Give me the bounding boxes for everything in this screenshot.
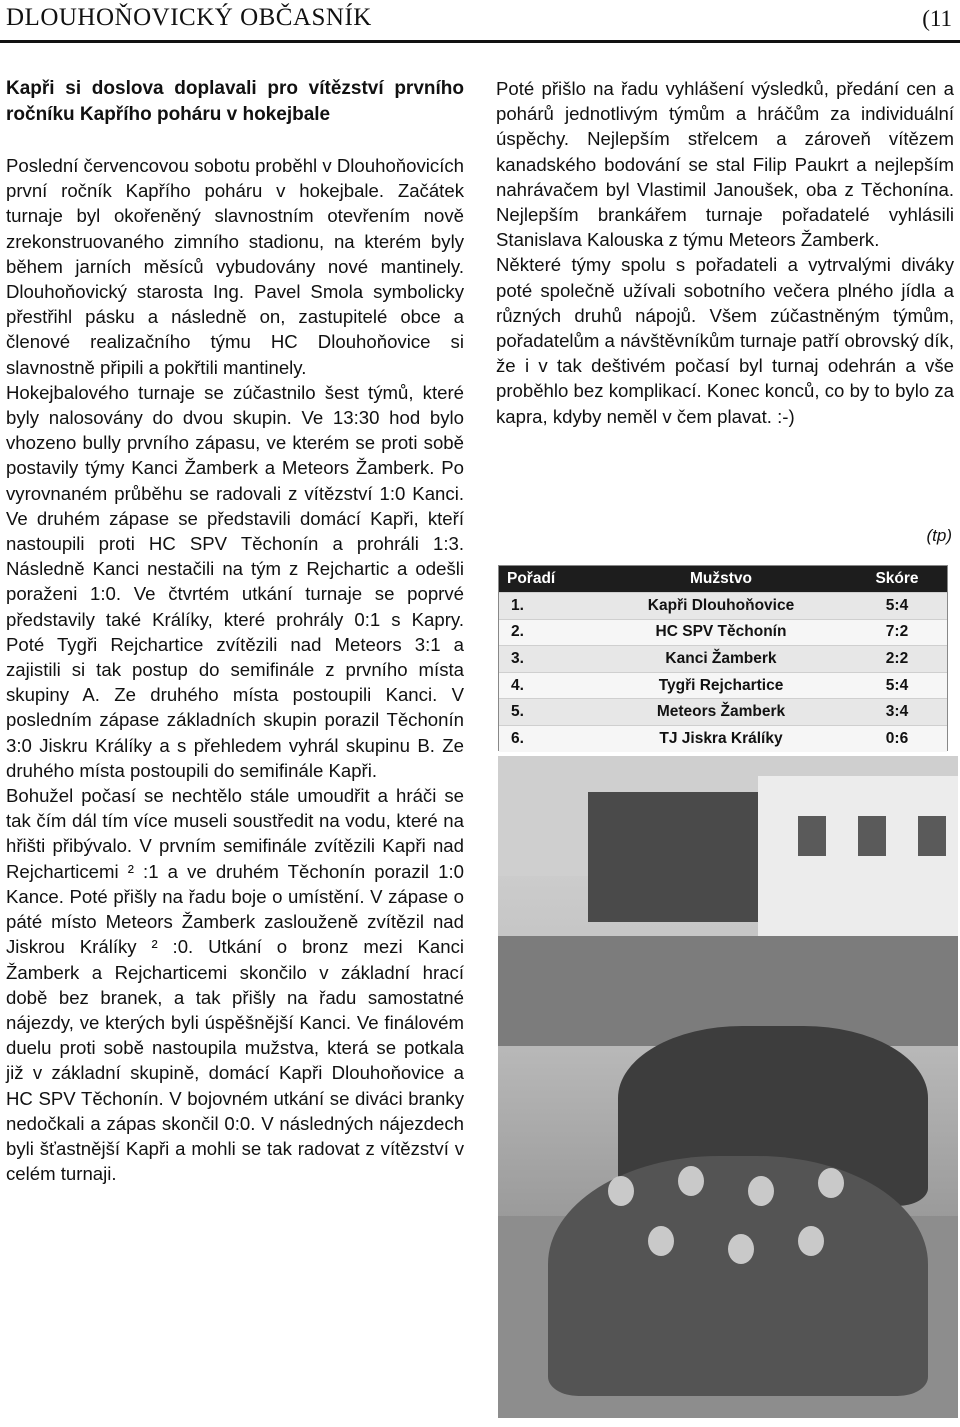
results-table-header xyxy=(499,566,947,592)
page-number: (11 xyxy=(922,6,952,31)
row-score: 3:4 xyxy=(885,703,909,721)
row-score: 7:2 xyxy=(885,623,909,641)
row-rank: 1. xyxy=(511,596,524,614)
photo-window xyxy=(798,816,826,856)
row-team: TJ Jiskra Králíky xyxy=(659,729,783,747)
article-paragraph: Poté přišlo na řadu vyhlášení výsledků, předání cen a pohárů jednotlivým týmům a hráčům za individuální úspěchy. Nejlepším střelcem a zároveň vítězem kanadského bodování se stal Filip Paukrt a nejlepším nahrávačem byl Vlastimil Janoušek, oba z Těchonína. Nejlepším brankářem turnaje pořadatelé vyhlásili Stanislava Kalouska z týmu Meteors Žamberk. xyxy=(496,78,954,251)
article-paragraph: Poslední červencovou sobotu proběhl v Dlouhoňovicích první ročník Kapřího poháru v hokejbale. Začátek turnaje byl okořeněný slavnostním otevřením nově zrekonstruovaného zimního stadionu, na kterém byly během jarních měsíců vybudovány nové mantinely. Dlouhoňovický starosta Ing. Pavel Smola symbolicky přestřihl pásku a následně on, zastupitelé obce a členové realizačního týmu HC Dlouhoňovice si slavnostně připili a pokřtili mantinely. xyxy=(6,155,464,378)
row-team: HC SPV Těchonín xyxy=(655,623,787,641)
row-rank: 3. xyxy=(511,649,524,667)
row-team: Kapři Dlouhoňovice xyxy=(647,596,795,614)
team-photo xyxy=(498,756,958,1418)
table-row xyxy=(499,672,947,699)
table-row xyxy=(499,645,947,672)
header-divider xyxy=(0,40,960,43)
row-team: Kanci Žamberk xyxy=(665,649,777,667)
header-rank: Pořadí xyxy=(507,570,556,587)
header-team: Mužstvo xyxy=(690,570,752,587)
photo-window xyxy=(918,816,946,856)
photo-dark-wall xyxy=(588,792,758,922)
newspaper-title: DLOUHOŇOVICKÝ OBČASNÍK xyxy=(6,4,372,31)
row-score: 5:4 xyxy=(885,596,909,614)
photo-face xyxy=(798,1226,824,1256)
article-headline: Kapři si doslova doplavali pro vítězství prvního ročníku Kapřího poháru v hokejbale xyxy=(6,78,464,125)
photo-face xyxy=(648,1226,674,1256)
photo-face xyxy=(818,1168,844,1198)
photo-face xyxy=(728,1234,754,1264)
results-table-body xyxy=(499,592,947,752)
row-rank: 2. xyxy=(511,623,524,641)
row-rank: 4. xyxy=(511,676,524,694)
photo-window xyxy=(858,816,886,856)
header-score: Skóre xyxy=(875,570,919,587)
article-paragraph: Některé týmy spolu s pořadateli a vytrvalými diváky poté společně užívali sobotního večera plného jídla a různých druhů nápojů. Všem zúčastněným týmům, pořadatelům a návštěvníkům turnaje patří obrovský dík, že i v tak deštivém počasí byl turnaj odehrán a vše proběhlo bez komplikací. Konec konců, co by to bylo za kapra, kdyby neměl v čem plavat. :-) xyxy=(496,254,954,427)
row-rank: 5. xyxy=(511,703,524,721)
table-row xyxy=(499,725,947,752)
row-score: 2:2 xyxy=(885,649,909,667)
table-row xyxy=(499,619,947,646)
row-rank: 6. xyxy=(511,729,524,747)
row-team: Meteors Žamberk xyxy=(656,703,786,721)
photo-face xyxy=(748,1176,774,1206)
article-right-column xyxy=(496,76,954,429)
photo-team-group xyxy=(548,1156,928,1396)
row-score: 0:6 xyxy=(885,729,909,747)
article-paragraph: Hokejbalového turnaje se zúčastnilo šest týmů, které byly nalosovány do dvou skupin. Ve 13:30 hod bylo vhozeno bully prvního zápasu, ve kterém se proti sobě postavily týmy Kanci Žamberk a Meteors Žamberk. Po vyrovnaném průběhu se radovali z vítězství 1:0 Kanci. Ve druhém zápase se představili domácí Kapři, kteří nastoupili proti HC SPV Těchonín a prohráli 1:3. Následně Kanci nestačili na tým z Rejchartic a odešli poraženi 1:0. Ve čtvrtém utkání turnaje se poprvé představily také Králíky, které prohrály 0:1 s Kapry. Poté Tygři Rejchartice zvítězili nad Meteors 3:1 a zajistili si tak postup do semifinále z prvního místa skupiny A. Ze druhého místa postoupili Kanci. V posledním zápase základních skupin porazil Těchonín 3:0 Jiskru Králíky a s přehledem vyhrál skupinu B. Ze druhého místa postoupili do semifinále Kapři. xyxy=(6,381,464,781)
photo-face xyxy=(678,1166,704,1196)
row-team: Tygři Rejchartice xyxy=(658,676,784,694)
page-header xyxy=(0,0,960,40)
author-credit: (tp) xyxy=(926,526,952,545)
article-left-column xyxy=(6,76,464,1186)
row-score: 5:4 xyxy=(885,676,909,694)
table-row xyxy=(499,698,947,725)
photo-face xyxy=(608,1176,634,1206)
article-paragraph: Bohužel počasí se nechtělo stále umoudřit a hráči se tak čím dál tím více museli soustředit na vodu, které na hřišti přibývalo. V prvním semifinále zvítězili Kapři nad Rejcharticemi ² :1 a ve druhém Těchonín porazil 1:0 Kance. Poté přišly na řadu boje o umístění. V zápase o páté místo Meteors Žamberk zaslouženě zvítězil nad Jiskrou Králíky ² :0. Utkání o bronz mezi Kanci Žamberk a Rejcharticemi skončilo v základní hrací době bez branek, a tak přišly na řadu samostatné nájezdy, ve kterých byli úspěšnější Kanci. Ve finálovém duelu proti sobě nastoupila mužstva, která se potkala již v základní skupině, domácí Kapři Dlouhoňovice a HC SPV Těchonín. V bojovném utkání se diváci branky nedočkali a zápas skončil 0:0. V následných nájezdech byli šťastnější Kapři a mohli se tak radovat z vítězství v celém turnaji. xyxy=(6,785,464,1185)
results-table xyxy=(498,565,948,751)
table-row xyxy=(499,592,947,619)
